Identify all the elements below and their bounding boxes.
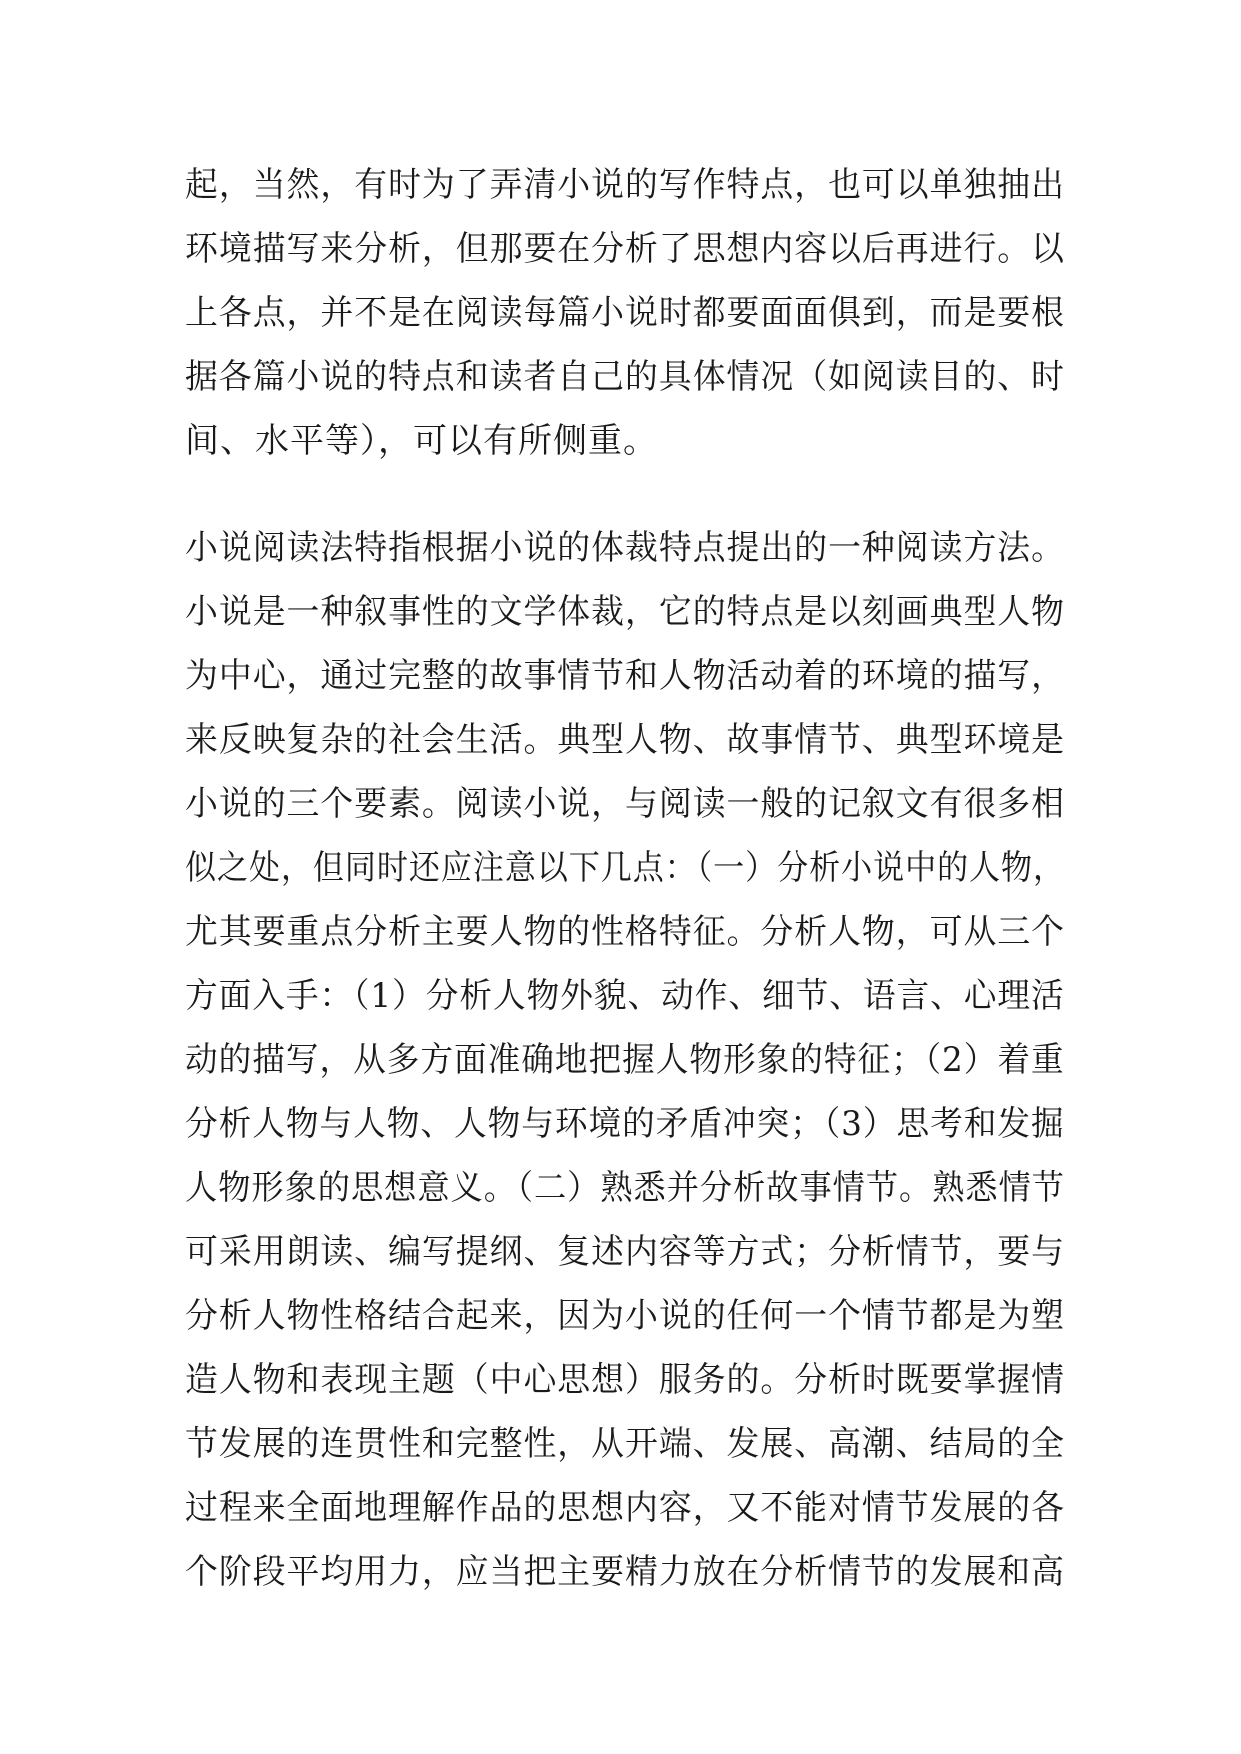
text-line: 似之处，但同时还应注意以下几点：（一）分析小说中的人物，	[185, 848, 1065, 888]
text-line: 造人物和表现主题（中心思想）服务的。分析时既要掌握情	[185, 1360, 1065, 1400]
text-line: 个阶段平均用力，应当把主要精力放在分析情节的发展和高	[185, 1552, 1065, 1592]
text-line: 据各篇小说的特点和读者自己的具体情况（如阅读目的、时	[185, 357, 1065, 397]
paragraph	[185, 516, 1065, 1604]
text-line: 小说的三个要素。阅读小说，与阅读一般的记叙文有很多相	[185, 784, 1065, 824]
text-line: 来反映复杂的社会生活。典型人物、故事情节、典型环境是	[185, 720, 1065, 760]
text-line: 间、水平等），可以有所侧重。	[185, 421, 658, 461]
text-line: 节发展的连贯性和完整性，从开端、发展、高潮、结局的全	[185, 1424, 1065, 1464]
text-line: 小说阅读法特指根据小说的体裁特点提出的一种阅读方法。	[185, 528, 1065, 568]
text-line: 过程来全面地理解作品的思想内容，又不能对情节发展的各	[185, 1488, 1065, 1528]
text-line: 分析人物与人物、人物与环境的矛盾冲突；（3）思考和发掘	[185, 1104, 1065, 1144]
text-line: 起，当然，有时为了弄清小说的写作特点，也可以单独抽出	[185, 165, 1065, 205]
text-line: 人物形象的思想意义。（二）熟悉并分析故事情节。熟悉情节	[185, 1168, 1065, 1208]
text-line: 可采用朗读、编写提纲、复述内容等方式；分析情节，要与	[185, 1232, 1065, 1272]
text-line: 尤其要重点分析主要人物的性格特征。分析人物，可从三个	[185, 912, 1065, 952]
text-line: 环境描写来分析，但那要在分析了思想内容以后再进行。以	[185, 229, 1065, 269]
text-line: 上各点，并不是在阅读每篇小说时都要面面俱到，而是要根	[185, 293, 1065, 333]
text-line: 为中心，通过完整的故事情节和人物活动着的环境的描写，	[185, 656, 1065, 696]
paragraph	[185, 153, 1065, 473]
text-line: 方面入手：（1）分析人物外貌、动作、细节、语言、心理活	[185, 976, 1065, 1016]
text-line: 分析人物性格结合起来，因为小说的任何一个情节都是为塑	[185, 1296, 1065, 1336]
text-line: 动的描写，从多方面准确地把握人物形象的特征；（2）着重	[185, 1040, 1065, 1080]
text-line: 小说是一种叙事性的文学体裁，它的特点是以刻画典型人物	[185, 592, 1065, 632]
